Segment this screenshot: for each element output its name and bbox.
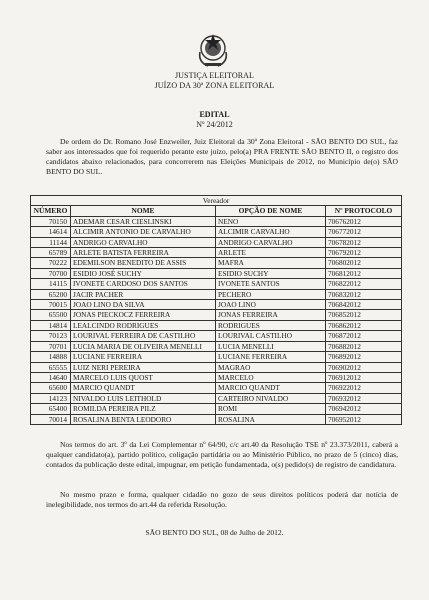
table-row — [31, 331, 402, 341]
table-row — [31, 248, 402, 258]
cell-number: 65600 — [31, 383, 71, 393]
cell-protocol: 706782012 — [326, 237, 402, 247]
cell-protocol: 706802012 — [326, 258, 402, 268]
ineligibility-paragraph: No mesmo prazo e forma, qualquer cidadão no gozo de seus direitos políticos poderá dar notícia de inelegibilidade, nos termos do art.44 da referida Resolução. — [46, 490, 398, 509]
table-row — [31, 310, 402, 320]
cell-protocol: 706772012 — [326, 227, 402, 237]
cell-name: NIVALDO LUIS LEITHOLD — [71, 393, 216, 403]
table-caption: Vereador — [31, 196, 402, 206]
cell-name-option: NENO — [216, 216, 326, 226]
cell-name-option: LOURIVAL CASTILHO — [216, 331, 326, 341]
cell-number: 14640 — [31, 372, 71, 382]
cell-name: ROSALINA BENTA LEODORO — [71, 414, 216, 424]
table-row — [31, 352, 402, 362]
table-row — [31, 289, 402, 299]
col-header-number: NÚMERO — [31, 206, 71, 216]
cell-name: ALCIMIR ANTONIO DE CARVALHO — [71, 227, 216, 237]
cell-name: ARLETE BATISTA FERREIRA — [71, 248, 216, 258]
table-row — [31, 227, 402, 237]
header-line-1: JUSTIÇA ELEITORAL — [174, 71, 255, 80]
cell-name-option: JONAS FERREIRA — [216, 310, 326, 320]
cell-number: 70701 — [31, 341, 71, 351]
table-row — [31, 362, 402, 372]
cell-number: 70015 — [31, 300, 71, 310]
cell-name-option: MARCIO QUANDT — [216, 383, 326, 393]
cell-name-option: ESIDIO SUCHY — [216, 268, 326, 278]
table-row — [31, 341, 402, 351]
cell-number: 70014 — [31, 414, 71, 424]
table-row — [31, 404, 402, 414]
cell-name: IVONETE CARDOSO DOS SANTOS — [71, 279, 216, 289]
cell-protocol: 706862012 — [326, 320, 402, 330]
cell-protocol: 706892012 — [326, 352, 402, 362]
cell-name-option: MAFRA — [216, 258, 326, 268]
table-row — [31, 372, 402, 382]
col-header-name: NOME — [71, 206, 216, 216]
cell-name-option: ANDRIGO CARVALHO — [216, 237, 326, 247]
cell-number: 65500 — [31, 310, 71, 320]
cell-name: ESIDIO JOSÉ SUCHY — [71, 268, 216, 278]
coat-of-arms-emblem — [194, 30, 232, 70]
cell-number: 70123 — [31, 331, 71, 341]
table-row — [31, 383, 402, 393]
cell-name-option: MARCELO — [216, 372, 326, 382]
cell-name: ADEMAR CESAR CIESLINSKI — [71, 216, 216, 226]
cell-number: 70222 — [31, 258, 71, 268]
cell-name-option: IVONETE SANTOS — [216, 279, 326, 289]
table-row — [31, 300, 402, 310]
cell-protocol: 706902012 — [326, 362, 402, 372]
table-row — [31, 258, 402, 268]
cell-protocol: 706852012 — [326, 310, 402, 320]
cell-name: LEALCINDO RODRIGUES — [71, 320, 216, 330]
cell-name: LUCIANE FERREIRA — [71, 352, 216, 362]
edital-number: Nº 24/2012 — [196, 120, 233, 129]
cell-name-option: ALCIMIR CARVALHO — [216, 227, 326, 237]
col-header-name-option: OPÇÃO DE NOME — [216, 206, 326, 216]
edital-title: EDITAL — [199, 110, 230, 119]
candidates-table — [30, 195, 402, 425]
cell-name-option: LUCIA MENELLI — [216, 341, 326, 351]
cell-protocol: 706932012 — [326, 393, 402, 403]
cell-number: 65200 — [31, 289, 71, 299]
cell-name-option: ROMI — [216, 404, 326, 414]
cell-number: 65555 — [31, 362, 71, 372]
table-row — [31, 414, 402, 424]
cell-name: MARCELO LUIS QUOST — [71, 372, 216, 382]
cell-protocol: 706762012 — [326, 216, 402, 226]
cell-name-option: RODRIGUES — [216, 320, 326, 330]
cell-number: 11144 — [31, 237, 71, 247]
cell-name: JONAS PIECKOCZ FERREIRA — [71, 310, 216, 320]
impugnation-paragraph: Nos termos do art. 3º da Lei Complementar nº 64/90, c/c art.40 da Resolução TSE nº 23.373/2011, caberá a qualquer candidato(a), partido político, coligação partidária ou ao Ministério Público, no prazo de 5 (cinco) dias, contados da publicação deste edital, impugnar, em petição fundamentada, o(s) pedido(s) de registro de candidatura. — [46, 440, 398, 469]
table-row — [31, 216, 402, 226]
header-line-2: JUÍZO DA 30ª ZONA ELEITORAL — [154, 81, 275, 90]
cell-protocol: 706882012 — [326, 341, 402, 351]
cell-number: 14115 — [31, 279, 71, 289]
cell-name: JACIR PACHER — [71, 289, 216, 299]
cell-name: LUCIA MARIA DE OLIVEIRA MENELLI — [71, 341, 216, 351]
cell-name-option: JOAO LINO — [216, 300, 326, 310]
cell-name-option: LUCIANE FERREIRA — [216, 352, 326, 362]
cell-protocol: 706942012 — [326, 404, 402, 414]
cell-name: EDEMILSON BENEDITO DE ASSIS — [71, 258, 216, 268]
table-row — [31, 279, 402, 289]
cell-number: 14814 — [31, 320, 71, 330]
cell-protocol: 706952012 — [326, 414, 402, 424]
cell-protocol: 706832012 — [326, 289, 402, 299]
cell-name: ROMILDA PEREIRA PILZ — [71, 404, 216, 414]
cell-name: LOURIVAL FERREIRA DE CASTILHO — [71, 331, 216, 341]
cell-protocol: 706842012 — [326, 300, 402, 310]
cell-number: 14123 — [31, 393, 71, 403]
cell-name: JOAO LINO DA SILVA — [71, 300, 216, 310]
cell-protocol: 706912012 — [326, 372, 402, 382]
cell-number: 70150 — [31, 216, 71, 226]
cell-protocol: 706922012 — [326, 383, 402, 393]
table-body — [31, 216, 402, 424]
cell-name-option: CARTEIRO NIVALDO — [216, 393, 326, 403]
cell-number: 65400 — [31, 404, 71, 414]
col-header-protocol: Nº PROTOCOLO — [326, 206, 402, 216]
candidates-table-wrapper — [30, 195, 401, 425]
table-row — [31, 320, 402, 330]
cell-name-option: ARLETE — [216, 248, 326, 258]
table-row — [31, 237, 402, 247]
cell-name-option: PECHERO — [216, 289, 326, 299]
cell-protocol: 706812012 — [326, 268, 402, 278]
cell-name: ANDRIGO CARVALHO — [71, 237, 216, 247]
cell-name: LUIZ NERI PEREIRA — [71, 362, 216, 372]
cell-protocol: 706792012 — [326, 248, 402, 258]
cell-name-option: ROSALINA — [216, 414, 326, 424]
cell-number: 70700 — [31, 268, 71, 278]
cell-protocol: 706822012 — [326, 279, 402, 289]
cell-number: 14888 — [31, 352, 71, 362]
cell-protocol: 706872012 — [326, 331, 402, 341]
cell-name: MARCIO QUANDT — [71, 383, 216, 393]
intro-paragraph: De ordem do Dr. Romano José Enzweiler, Juiz Eleitoral da 30ª Zona Eleitoral - SÃO BENTO DO SUL, faz saber aos interessados que foi requerido perante este juízo, pelo(a) PRA FRENTE SÃO BENTO II, o registro dos candidatos abaixo relacionados, para concorrerem nas Eleições Municipais de 2012, no Município de(o) SÃO BENTO DO SUL. — [46, 137, 398, 176]
date-location: SÃO BENTO DO SUL, 08 de Julho de 2012. — [145, 528, 284, 537]
table-row — [31, 268, 402, 278]
cell-number: 14614 — [31, 227, 71, 237]
table-row — [31, 393, 402, 403]
cell-name-option: MAGRAO — [216, 362, 326, 372]
cell-number: 65789 — [31, 248, 71, 258]
